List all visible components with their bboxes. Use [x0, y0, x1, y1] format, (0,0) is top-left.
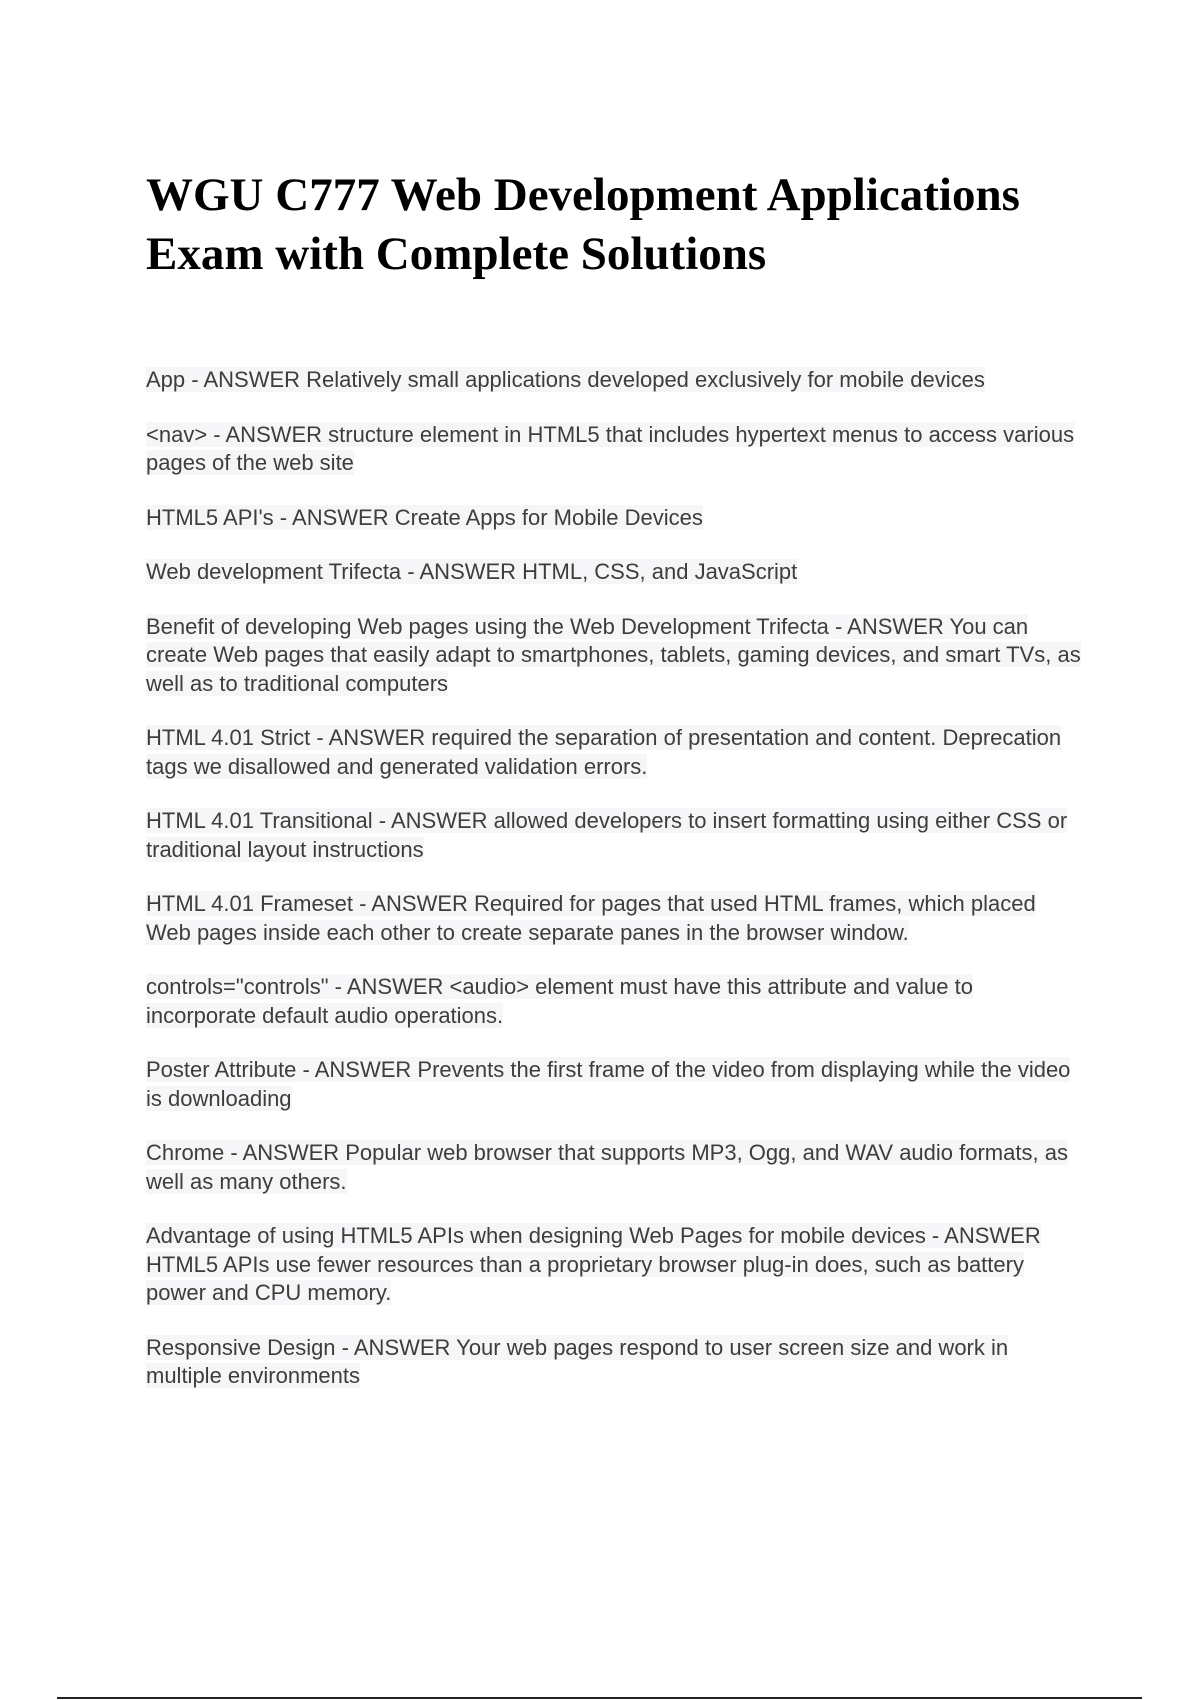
qa-item-text: <nav> - ANSWER structure element in HTML5 that includes hypertext menus to access various pages of the web site: [146, 421, 1075, 475]
qa-item: [146, 1056, 1086, 1113]
footer-divider: [57, 1697, 1142, 1699]
qa-item: [146, 613, 1086, 699]
qa-item-text: Poster Attribute - ANSWER Prevents the first frame of the video from displaying while the video is downloading: [146, 1057, 1071, 1111]
qa-item: [146, 504, 1086, 533]
page-title-line-1: WGU C777 Web Development Applications: [146, 169, 1020, 221]
qa-item: [146, 1222, 1086, 1308]
qa-item-text: Web development Trifecta - ANSWER HTML, CSS, and JavaScript: [146, 559, 798, 584]
qa-item: [146, 366, 1086, 395]
qa-item-text: controls="controls" - ANSWER <audio> element must have this attribute and value to incorporate default audio operations.: [146, 974, 973, 1028]
qa-item-text: Benefit of developing Web pages using the Web Development Trifecta - ANSWER You can create Web pages that easily adapt to smartphones, tablets, gaming devices, and smart TVs, as well as to traditional computers: [146, 613, 1081, 696]
qa-list: [146, 366, 1086, 1417]
page-title-line-2: Exam with Complete Solutions: [146, 228, 767, 280]
qa-item-text: HTML 4.01 Transitional - ANSWER allowed developers to insert formatting using either CSS or traditional layout instructions: [146, 808, 1068, 862]
qa-item: [146, 1334, 1086, 1391]
qa-item-text: HTML5 API's - ANSWER Create Apps for Mobile Devices: [146, 504, 703, 530]
qa-item: [146, 973, 1086, 1030]
qa-item: [146, 890, 1086, 947]
qa-item-text: App - ANSWER Relatively small applications developed exclusively for mobile devices: [146, 367, 985, 392]
page-title: [146, 166, 1166, 284]
qa-item-text: HTML 4.01 Frameset - ANSWER Required for pages that used HTML frames, which placed Web pages inside each other to create separate panes in the browser window.: [146, 891, 1036, 945]
qa-item-text: Responsive Design - ANSWER Your web pages respond to user screen size and work in multiple environments: [146, 1334, 1009, 1388]
qa-item: [146, 807, 1086, 864]
qa-item: [146, 1139, 1086, 1196]
qa-item: [146, 421, 1086, 478]
qa-item-text: Chrome - ANSWER Popular web browser that supports MP3, Ogg, and WAV audio formats, as well as many others.: [146, 1140, 1068, 1194]
qa-item-text: HTML 4.01 Strict - ANSWER required the separation of presentation and content. Deprecation tags we disallowed and generated validation errors.: [146, 725, 1062, 779]
qa-item: [146, 724, 1086, 781]
qa-item: [146, 558, 1086, 587]
qa-item-text: Advantage of using HTML5 APIs when designing Web Pages for mobile devices - ANSWER HTML5 APIs use fewer resources than a proprietary browser plug-in does, such as battery power and CPU memory.: [146, 1223, 1041, 1305]
